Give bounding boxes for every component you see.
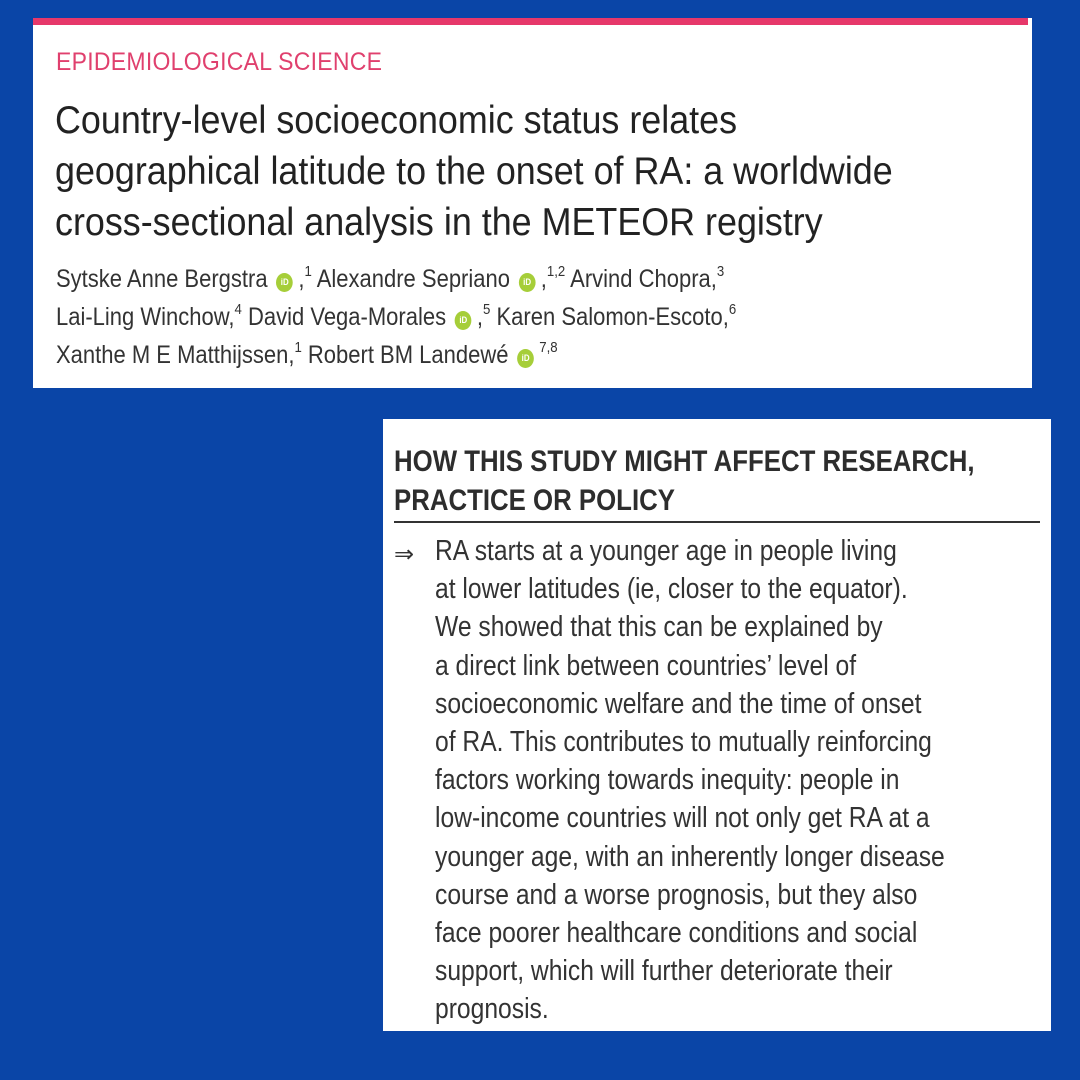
article-header-card — [33, 18, 1032, 388]
orcid-icon[interactable]: iD — [276, 273, 293, 292]
box-heading — [394, 442, 975, 520]
section-label: EPIDEMIOLOGICAL SCIENCE — [56, 48, 383, 76]
author-line — [56, 338, 736, 376]
affiliation-mark: 1 — [304, 263, 312, 280]
author-name: Robert BM Landewé — [307, 341, 509, 369]
body-line: socioeconomic welfare and the time of onset — [435, 687, 922, 720]
affiliation-mark: 5 — [483, 301, 491, 318]
body-line: factors working towards inequity: people in — [435, 764, 900, 797]
author-list — [56, 262, 736, 376]
author-name: Sytske Anne Bergstra — [56, 265, 268, 293]
body-line: face poorer healthcare conditions and social — [435, 917, 918, 950]
heading-line: PRACTICE OR POLICY — [394, 484, 675, 517]
divider — [394, 521, 1040, 523]
body-line: low-income countries will not only get RA at a — [435, 802, 930, 835]
affiliation-mark: 1 — [294, 339, 302, 356]
author-name: Alexandre Sepriano — [316, 265, 510, 293]
body-line: a direct link between countries’ level of — [435, 649, 857, 682]
orcid-icon[interactable]: iD — [517, 349, 534, 368]
body-line: support, which will further deteriorate their — [435, 955, 893, 988]
key-messages-box — [383, 419, 1051, 1031]
box-body — [435, 532, 945, 1029]
body-line: of RA. This contributes to mutually reinforcing — [435, 726, 932, 759]
affiliation-mark: 3 — [716, 263, 725, 280]
title-line: cross-sectional analysis in the METEOR registry — [55, 201, 823, 244]
body-line: course and a worse prognosis, but they also — [435, 878, 918, 911]
body-line: prognosis. — [435, 993, 549, 1026]
author-line: Lai-Ling Winchow,$^4$ David Vega-Morales iD ,$^5$ Karen Salomon-Escoto,$^6$ — [56, 301, 737, 331]
author-name: Lai-Ling Winchow, — [56, 303, 235, 331]
body-line: younger age, with an inherently longer disease — [435, 840, 945, 873]
article-title — [55, 95, 893, 248]
affiliation-mark: 1,2 — [546, 263, 566, 280]
affiliation-mark: 7,8 — [539, 339, 558, 356]
affiliation-mark: 4 — [234, 301, 242, 318]
author-name: Arvind Chopra, — [570, 265, 717, 293]
orcid-icon[interactable]: iD — [519, 273, 536, 292]
author-name: David Vega-Morales — [248, 303, 447, 331]
author-line: Sytske Anne Bergstra iD ,$^1$ Alexandre Sepriano iD ,$^{1,2}$ Arvind Chopra,$^3$ — [56, 263, 725, 293]
body-line: RA starts at a younger age in people living — [435, 535, 897, 567]
body-line: at lower latitudes (ie, closer to the equator). — [435, 573, 908, 606]
body-line: We showed that this can be explained by — [435, 611, 883, 644]
title-line: Country-level socioeconomic status relates — [55, 99, 738, 142]
heading-line: HOW THIS STUDY MIGHT AFFECT RESEARCH, — [394, 445, 975, 478]
accent-bar — [33, 18, 1028, 25]
orcid-icon[interactable]: iD — [455, 311, 472, 330]
author-name: Karen Salomon-Escoto, — [496, 303, 729, 331]
affiliation-mark: 6 — [728, 301, 737, 318]
author-name: Xanthe M E Matthijssen, — [56, 341, 295, 369]
arrow-icon: ⇒ — [394, 541, 415, 568]
title-line: geographical latitude to the onset of RA: a worldwide — [55, 150, 893, 193]
